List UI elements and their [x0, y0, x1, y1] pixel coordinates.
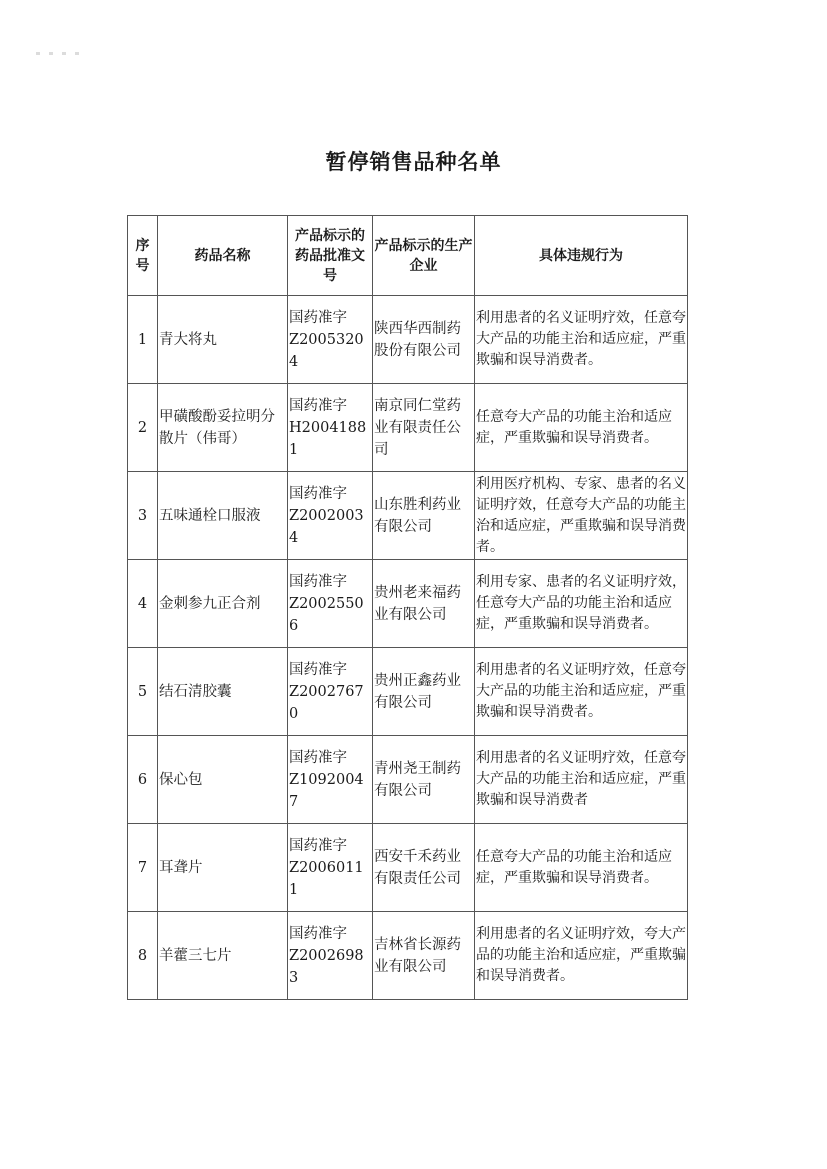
approval-code: Z20027670	[289, 683, 364, 722]
manufacturer: 青州尧王制药有限公司	[373, 736, 475, 824]
table-row	[128, 824, 688, 912]
violation: 任意夸大产品的功能主治和适应症，严重欺骗和误导消费者。	[475, 824, 688, 912]
row-no: 8	[128, 912, 158, 1000]
approval-prefix: 国药准字	[289, 397, 347, 414]
table-row	[128, 736, 688, 824]
approval-prefix: 国药准字	[289, 485, 347, 502]
header-name: 药品名称	[158, 216, 288, 296]
row-no: 3	[128, 472, 158, 560]
drug-name: 五味通栓口服液	[158, 472, 288, 560]
approval-number	[288, 560, 373, 648]
approval-prefix: 国药准字	[289, 661, 347, 678]
manufacturer: 山东胜利药业有限公司	[373, 472, 475, 560]
approval-prefix: 国药准字	[289, 309, 347, 326]
approval-number	[288, 736, 373, 824]
row-no: 1	[128, 296, 158, 384]
table-row	[128, 648, 688, 736]
violation: 利用患者的名义证明疗效，任意夸大产品的功能主治和适应症，严重欺骗和误导消费者。	[475, 648, 688, 736]
approval-code: Z20020034	[289, 507, 364, 546]
table-header-row	[128, 216, 688, 296]
manufacturer: 南京同仁堂药业有限责任公司	[373, 384, 475, 472]
drug-name: 耳聋片	[158, 824, 288, 912]
manufacturer: 贵州正鑫药业有限公司	[373, 648, 475, 736]
table-row	[128, 560, 688, 648]
drug-name: 保心包	[158, 736, 288, 824]
violation: 利用患者的名义证明疗效，任意夸大产品的功能主治和适应症，严重欺骗和误导消费者	[475, 736, 688, 824]
header-maker: 产品标示的生产企业	[373, 216, 475, 296]
header-violation: 具体违规行为	[475, 216, 688, 296]
drug-name: 金刺参九正合剂	[158, 560, 288, 648]
approval-code: Z20060111	[289, 859, 364, 898]
drug-name: 羊藿三七片	[158, 912, 288, 1000]
violation: 利用医疗机构、专家、患者的名义证明疗效，任意夸大产品的功能主治和适应症，严重欺骗和误导消费者。	[475, 472, 688, 560]
drug-name: 甲磺酸酚妥拉明分散片（伟哥）	[158, 384, 288, 472]
violation: 利用专家、患者的名义证明疗效，任意夸大产品的功能主治和适应症，严重欺骗和误导消费者。	[475, 560, 688, 648]
approval-number	[288, 824, 373, 912]
approval-number	[288, 648, 373, 736]
manufacturer: 西安千禾药业有限责任公司	[373, 824, 475, 912]
approval-number	[288, 384, 373, 472]
manufacturer: 陕西华西制药股份有限公司	[373, 296, 475, 384]
approval-code: Z20026983	[289, 947, 364, 986]
table-row	[128, 296, 688, 384]
approval-prefix: 国药准字	[289, 837, 347, 854]
row-no: 6	[128, 736, 158, 824]
violation: 任意夸大产品的功能主治和适应症，严重欺骗和误导消费者。	[475, 384, 688, 472]
violation: 利用患者的名义证明疗效，任意夸大产品的功能主治和适应症，严重欺骗和误导消费者。	[475, 296, 688, 384]
table-row	[128, 472, 688, 560]
approval-number	[288, 912, 373, 1000]
approval-code: Z20025506	[289, 595, 364, 634]
violation: 利用患者的名义证明疗效，夸大产品的功能主治和适应症，严重欺骗和误导消费者。	[475, 912, 688, 1000]
table-row	[128, 912, 688, 1000]
approval-prefix: 国药准字	[289, 749, 347, 766]
approval-number	[288, 472, 373, 560]
header-approval: 产品标示的药品批准文号	[288, 216, 373, 296]
row-no: 7	[128, 824, 158, 912]
row-no: 4	[128, 560, 158, 648]
table-row	[128, 384, 688, 472]
manufacturer: 贵州老来福药业有限公司	[373, 560, 475, 648]
approval-code: Z10920047	[289, 771, 364, 810]
approval-prefix: 国药准字	[289, 925, 347, 942]
scan-artifact	[36, 40, 96, 46]
header-no: 序号	[128, 216, 158, 296]
approval-prefix: 国药准字	[289, 573, 347, 590]
drug-name: 青大将丸	[158, 296, 288, 384]
row-no: 5	[128, 648, 158, 736]
drug-name: 结石清胶囊	[158, 648, 288, 736]
manufacturer: 吉林省长源药业有限公司	[373, 912, 475, 1000]
row-no: 2	[128, 384, 158, 472]
approval-code: Z20053204	[289, 331, 364, 370]
approval-code: H20041881	[289, 419, 367, 458]
suspended-drugs-table	[127, 215, 688, 1000]
page-title: 暂停销售品种名单	[325, 150, 502, 174]
approval-number	[288, 296, 373, 384]
